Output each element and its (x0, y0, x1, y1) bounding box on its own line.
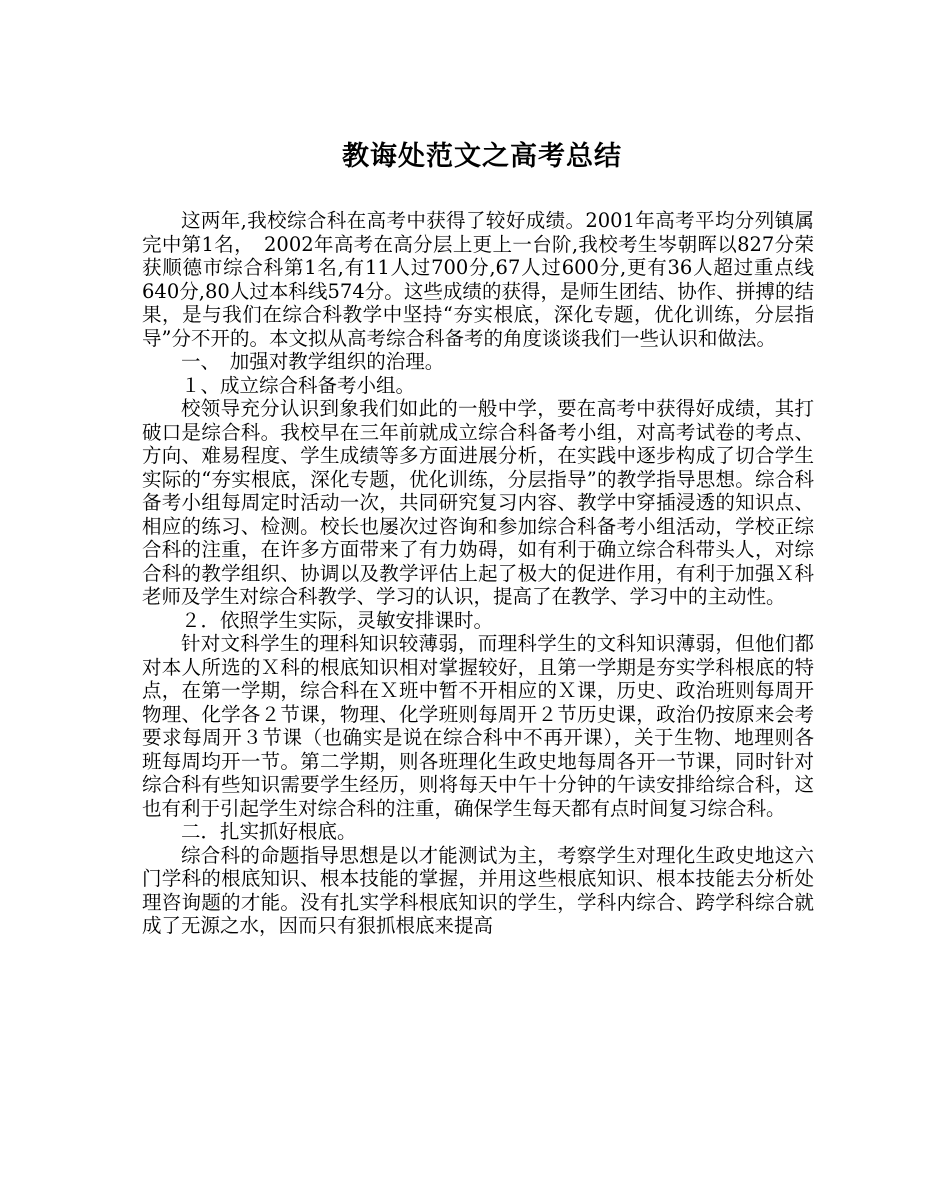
section-heading-1: 一、 加强对教学组织的治理。 (181, 350, 445, 373)
paragraph-2: 综合科的命题指导思想是以才能测试为主，考察学生对理化生政史地这六门学科的根底知识、根本技能的掌握，并用这些根底知识、根本技能去分析处理咨询题的才能。没有扎实学科根底知识的学生，学科内综合、跨学科综合就成了无源之水，因而只有狠抓根底来提高 (142, 843, 814, 937)
paragraph-intro: 这两年,我校综合科在高考中获得了较好成绩。2001年高考平均分列镇属完中第1名， 2002年高考在高分层上更上一台阶,我校考生岑朝晖以827分荣获顺德市综合科第1名,有11人过700分,67人过600分,更有36人超过重点线640分,80人过本科线574分。这些成绩的获得，是师生团结、协作、拼搏的结果，是与我们在综合科教学中坚持“夯实根底，深化专题，优化训练，分层指导”分不开的。本文拟从高考综合科备考的角度谈谈我们一些认识和做法。 (142, 209, 814, 350)
document-title: 教诲处范文之高考总结 (342, 141, 622, 172)
section-heading-2: 二．扎实抓好根底。 (181, 820, 357, 843)
subsection-heading-1-1: １、成立综合科备考小组。 (181, 373, 416, 397)
paragraph-1-2: 针对文科学生的理科知识较薄弱，而理科学生的文科知识薄弱，但他们都对本人所选的Ｘ科的根底知识相对掌握较好，且第一学期是夯实学科根底的特点，在第一学期，综合科在Ｘ班中暂不开相应的Ｘ课，历史、政治班则每周开物理、化学各２节课，物理、化学班则每周开２节历史课，政治仍按原来会考要求每周开３节课（也确实是说在综合科中不再开课），关于生物、地理则各班每周均开一节。第二学期，则各班理化生政史地每周各开一节课，同时针对综合科有些知识需要学生经历，则将每天中午十分钟的午读安排给综合科，这也有利于引起学生对综合科的注重，确保学生每天都有点时间复习综合科。 (142, 632, 814, 820)
subsection-heading-1-2: ２．依照学生实际，灵敏安排课时。 (181, 608, 494, 632)
paragraph-1-1: 校领导充分认识到象我们如此的一般中学，要在高考中获得好成绩，其打破口是综合科。我校早在三年前就成立综合科备考小组，对高考试卷的考点、方向、难易程度、学生成绩等多方面进展分析，在实践中逐步构成了切合学生实际的“夯实根底，深化专题，优化训练，分层指导”的教学指导思想。综合科备考小组每周定时活动一次，共同研究复习内容、教学中穿插浸透的知识点、相应的练习、检测。校长也屡次过咨询和参加综合科备考小组活动，学校正综合科的注重，在许多方面带来了有力妫碍，如有利于确立综合科带头人，对综合科的教学组织、协调以及教学评估上起了极大的促进作用，有利于加强Ｘ科老师及学生对综合科教学、学习的认识，提高了在教学、学习中的主动性。 (142, 397, 814, 608)
document-body (142, 209, 814, 938)
